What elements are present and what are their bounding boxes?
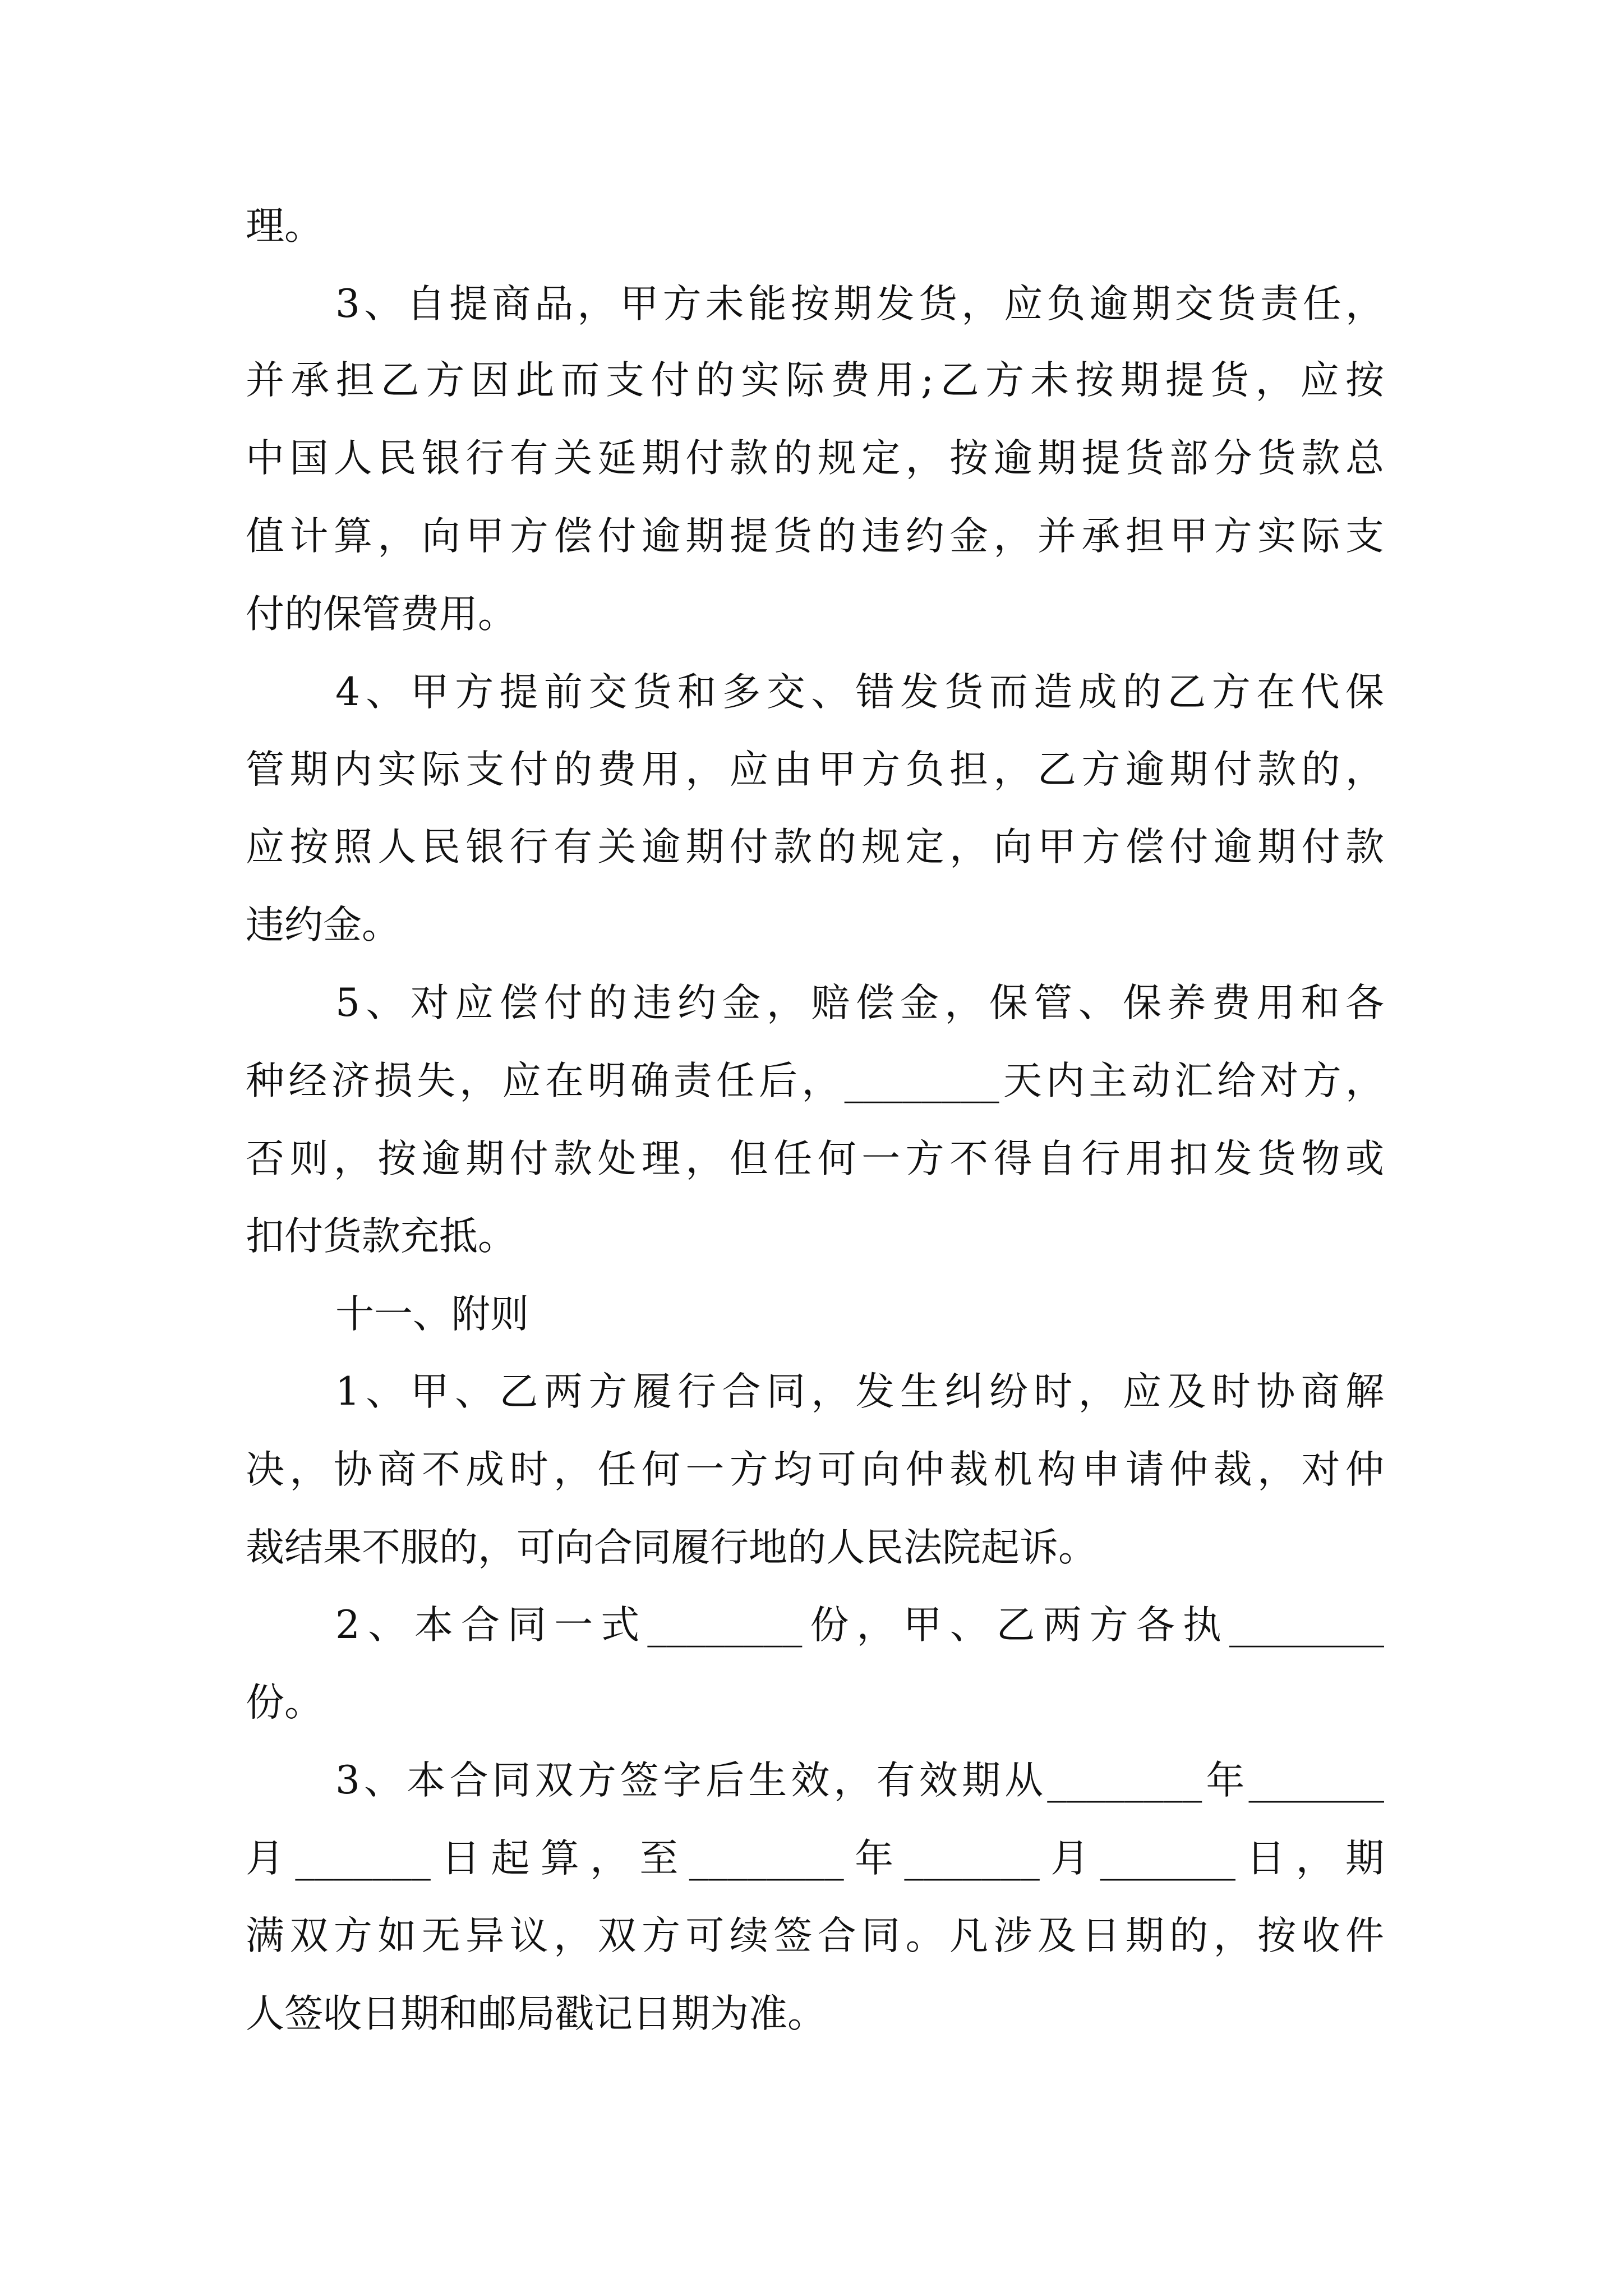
text-line: 3、本合同双方签字后生效，有效期从________年_______ bbox=[335, 1758, 1384, 1803]
text-line: 1、甲、乙两方履行合同，发生纠纷时，应及时协商解 bbox=[335, 1369, 1384, 1414]
text-line: 种经济损失，应在明确责任后，________天内主动汇给对方， bbox=[246, 1059, 1384, 1103]
text-line: 否则，按逾期付款处理，但任何一方不得自行用扣发货物或 bbox=[246, 1137, 1384, 1181]
text-line: 裁结果不服的，可向合同履行地的人民法院起诉。 bbox=[246, 1525, 1097, 1570]
text-line: 决，协商不成时，任何一方均可向仲裁机构申请仲裁，对仲 bbox=[246, 1447, 1384, 1492]
text-line: 并承担乙方因此而支付的实际费用;乙方未按期提货，应按 bbox=[246, 358, 1384, 403]
text-line: 中国人民银行有关延期付款的规定，按逾期提货部分货款总 bbox=[246, 436, 1384, 481]
text-line: 3、自提商品，甲方未能按期发货，应负逾期交货责任， bbox=[335, 282, 1384, 326]
text-line: 值计算，向甲方偿付逾期提货的违约金，并承担甲方实际支 bbox=[246, 514, 1384, 559]
text-line: 人签收日期和邮局戳记日期为准。 bbox=[246, 1991, 826, 2036]
text-line: 2、本合同一式________份，甲、乙两方各执________ bbox=[335, 1603, 1384, 1648]
text-line: 月_______日起算，至________年_______月_______日，期 bbox=[246, 1836, 1384, 1881]
text-line: 管期内实际支付的费用，应由甲方负担，乙方逾期付款的， bbox=[246, 747, 1384, 792]
text-line: 付的保管费用。 bbox=[246, 592, 517, 637]
section-heading: 十一、附则 bbox=[335, 1292, 529, 1337]
text-line: 应按照人民银行有关逾期付款的规定，向甲方偿付逾期付款 bbox=[246, 825, 1384, 869]
text-line: 违约金。 bbox=[246, 903, 400, 947]
text-line: 5、对应偿付的违约金，赔偿金，保管、保养费用和各 bbox=[335, 981, 1384, 1025]
text-line: 理。 bbox=[246, 204, 323, 249]
text-line: 扣付货款充抵。 bbox=[246, 1214, 517, 1259]
text-line: 份。 bbox=[246, 1680, 323, 1725]
text-line: 满双方如无异议，双方可续签合同。凡涉及日期的，按收件 bbox=[246, 1913, 1384, 1958]
text-line: 4、甲方提前交货和多交、错发货而造成的乙方在代保 bbox=[335, 670, 1384, 715]
